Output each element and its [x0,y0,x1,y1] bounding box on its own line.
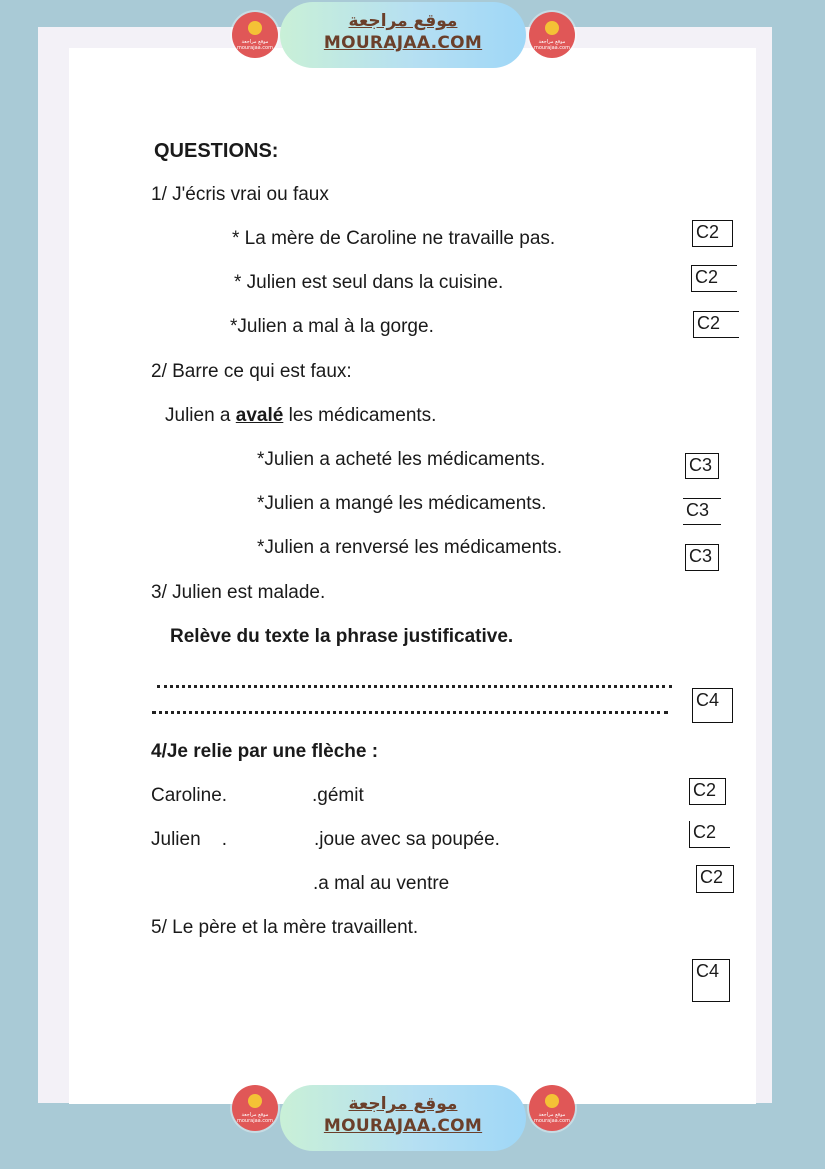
q4-left-item: Caroline. [151,785,228,806]
q5-title: 5/ Le père et la mère travaillent. [151,917,419,938]
competence-box: C4 [692,959,730,1002]
q1-title: 1/ J'écris vrai ou faux [151,184,329,205]
competence-box: C3 [685,544,719,571]
banner-arabic: موقع مراجعة [348,1094,458,1114]
answer-line [152,711,668,714]
q2-sentence-pre: Julien a [165,405,236,426]
site-logo-icon: موقع مراجعة mourajaa.com [529,12,575,58]
q3-instruction: Relève du texte la phrase justificative. [170,626,514,647]
q4-title: 4/Je relie par une flèche : [151,741,379,762]
site-banner[interactable] [280,2,526,68]
banner-latin: MOURAJAA.COM [323,33,483,53]
q2-sentence-word: avalé [235,405,284,426]
competence-box: C2 [689,821,730,848]
banner-arabic: موقع مراجعة [348,11,458,31]
q2-sentence [165,404,436,428]
logo-text: موقع مراجعة mourajaa.com [236,39,273,51]
q4-right-item: .gémit [312,785,364,806]
competence-box: C3 [683,498,721,525]
competence-box: C2 [691,265,737,292]
competence-box: C2 [693,311,739,338]
q1-item: * La mère de Caroline ne travaille pas. [232,228,556,249]
site-banner-bottom[interactable] [280,1085,526,1151]
questions-heading: QUESTIONS: [154,140,279,162]
q3-title: 3/ Julien est malade. [151,582,326,603]
competence-box: C2 [689,778,726,805]
q1-item: *Julien a mal à la gorge. [230,316,434,337]
q2-item: *Julien a acheté les médicaments. [257,449,546,470]
q4-left-item: Julien . [151,829,228,850]
competence-box: C3 [685,453,719,479]
banner-latin: MOURAJAA.COM [323,1116,483,1136]
competence-box: C4 [692,688,733,723]
site-logo-icon [232,12,278,58]
site-logo-icon: موقع مراجعة mourajaa.com [232,1085,278,1131]
competence-box: C2 [696,865,734,893]
q4-right-item: .joue avec sa poupée. [314,829,500,850]
competence-box: C2 [692,220,733,247]
answer-line [157,685,672,688]
q2-item: *Julien a mangé les médicaments. [257,493,547,514]
q4-right-item: .a mal au ventre [313,873,450,894]
q1-item: * Julien est seul dans la cuisine. [234,272,504,293]
site-logo-icon: موقع مراجعة mourajaa.com [529,1085,575,1131]
q2-item: *Julien a renversé les médicaments. [257,537,563,558]
q2-title: 2/ Barre ce qui est faux: [151,361,352,382]
q2-sentence-post: les médicaments. [283,405,437,426]
